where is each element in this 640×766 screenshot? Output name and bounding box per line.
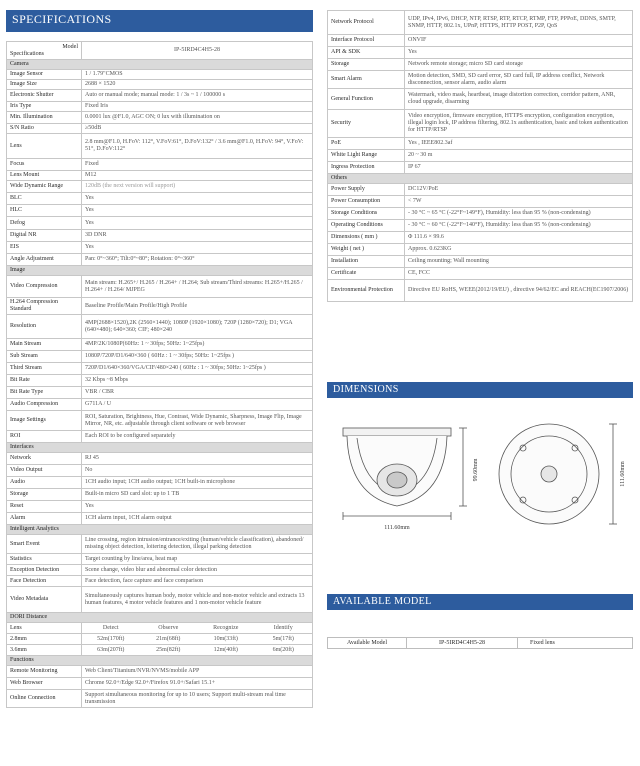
spec-row — [7, 411, 313, 431]
spec-row — [7, 587, 313, 613]
spec-value: Chrome 92.0+/Edge 92.0+/Firefox 91.0+/Safari 15.1+ — [82, 678, 313, 690]
spec-row — [7, 666, 313, 678]
spec-value: Yes — [82, 193, 313, 205]
spec-key: API & SDK — [328, 47, 405, 59]
model-header-row — [7, 42, 313, 60]
dimensions-banner: DIMENSIONS — [327, 382, 633, 398]
section-row — [328, 174, 633, 184]
spec-key: Video Output — [7, 465, 82, 477]
spec-value: Watermark, video mask, heartbeat, image distortion correction, corridor pattern, ANR, cloud upgrade, disarming — [405, 89, 633, 110]
dori-cell: Observe — [158, 624, 179, 631]
spec-key: H.264 Compression Standard — [7, 298, 82, 315]
spec-row — [328, 110, 633, 138]
dori-cell: 25m(82ft) — [156, 646, 181, 653]
spec-key: Interface Protocol — [328, 35, 405, 47]
spec-row — [7, 102, 313, 112]
spec-key: Image Sensor — [7, 70, 82, 80]
dori-values — [82, 645, 313, 656]
dori-row — [7, 645, 313, 656]
spec-row — [328, 256, 633, 268]
spec-row — [328, 89, 633, 110]
available-model-section — [327, 594, 633, 649]
camera-dimension-drawing — [327, 398, 633, 538]
dori-values — [82, 634, 313, 645]
spec-key: Statistics — [7, 554, 82, 565]
spec-key: Storage — [328, 59, 405, 71]
dori-cell: Detect — [102, 624, 119, 631]
spec-value: 120dB (the next version will support) — [82, 181, 313, 193]
spec-key: Smart Alarm — [328, 71, 405, 89]
spec-key: Network Protocol — [328, 11, 405, 35]
spec-row — [7, 242, 313, 254]
spec-value: 1CH alarm input, 1CH alarm output — [82, 513, 313, 525]
dori-cell: 10m(33ft) — [213, 635, 238, 642]
spec-value: G711A / U — [82, 399, 313, 411]
spec-key: Face Detection — [7, 576, 82, 587]
banner-stripe — [6, 29, 313, 32]
spec-key: Storage — [7, 489, 82, 501]
spec-key: Lens Mount — [7, 171, 82, 181]
spec-row — [7, 501, 313, 513]
spec-key: Lens — [7, 134, 82, 159]
available-model-banner: AVAILABLE MODEL — [327, 594, 633, 610]
right-spec-column — [327, 0, 633, 302]
spec-key: General Function — [328, 89, 405, 110]
dori-cell: Identify — [273, 624, 293, 631]
spec-row — [7, 276, 313, 298]
model-label: Model — [62, 43, 78, 50]
spec-value: Target counting by line/area, heat map — [82, 554, 313, 565]
spec-row — [7, 205, 313, 217]
section-title: Image — [7, 266, 313, 276]
section-title: DORI Distance — [7, 613, 313, 623]
spec-value: 4MP/2K/1080P(60Hz: 1 ~ 30fps; 50Hz: 1~25fps) — [82, 339, 313, 351]
spec-value: 0.0001 lux @F1.0, AGC ON; 0 lux with illumination on — [82, 112, 313, 124]
spec-value: 1 / 1.79"CMOS — [82, 70, 313, 80]
spec-value: ONVIF — [405, 35, 633, 47]
spec-value: VBR / CBR — [82, 387, 313, 399]
spec-row — [7, 513, 313, 525]
spec-value: < 7W — [405, 196, 633, 208]
spec-value: Main stream: H.265+/ H.265 / H.264+ / H.264; Sub stream/Third streams: H.265+/H.265 / H.264+ / H.264/ MJPEG — [82, 276, 313, 298]
spec-value: RJ 45 — [82, 453, 313, 465]
dori-cell: 52m(170ft) — [97, 635, 125, 642]
spec-key: PoE — [328, 138, 405, 150]
spec-row — [7, 576, 313, 587]
spec-key: S/N Ratio — [7, 124, 82, 134]
section-row — [7, 656, 313, 666]
spec-value: IP 67 — [405, 162, 633, 174]
spec-key: Power Consumption — [328, 196, 405, 208]
spec-value: Directive EU RoHS, WEEE(2012/19/EU) , directive 94/62/EC and REACH(EC1907/2006) — [405, 280, 633, 302]
spec-row — [328, 71, 633, 89]
spec-row — [7, 489, 313, 501]
spec-value: 32 Kbps ~8 Mbps — [82, 375, 313, 387]
dori-lens: Lens — [7, 623, 82, 634]
spec-value: Video encryption, firmware encryption, HTTPS encryption, configuration encryption, illegal login lock, IP address filtering, 802.1x authentication, basic and token authentication for HTTP/RTSP — [405, 110, 633, 138]
spec-value: CE, FCC — [405, 268, 633, 280]
spec-value: Yes — [82, 217, 313, 230]
spec-row — [7, 565, 313, 576]
model-value: IP-5IRD4C4H5-28 — [82, 42, 313, 60]
spec-key: Third Stream — [7, 363, 82, 375]
spec-key: Alarm — [7, 513, 82, 525]
spec-key: Image Settings — [7, 411, 82, 431]
dori-cell: 12m(40ft) — [213, 646, 238, 653]
spec-row — [7, 80, 313, 90]
spec-value: Pan: 0°~360°; Tilt:0°~80°; Rotation: 0°~360° — [82, 254, 313, 266]
spec-value: UDP, IPv4, IPv6, DHCP, NTP, RTSP, RTP, RTCP, RTMP, FTP, PPPoE, DDNS, SMTP, SNMP, HTTP, 802.1x, UPnP, HTTPS, HTTP POST, P2P, QoS — [405, 11, 633, 35]
spec-key: Exception Detection — [7, 565, 82, 576]
dori-row — [7, 634, 313, 645]
spec-key: Network — [7, 453, 82, 465]
spec-key: Environmental Protection — [328, 280, 405, 302]
spec-key: Certificate — [328, 268, 405, 280]
spec-value: Support simultaneous monitoring for up to 10 users; Support multi-stream real time transmission — [82, 690, 313, 708]
spec-row — [7, 387, 313, 399]
spec-row — [7, 124, 313, 134]
spec-key: Web Browser — [7, 678, 82, 690]
spec-key: ROI — [7, 431, 82, 443]
height-label-side: 99.60mm — [473, 458, 479, 482]
spec-key: Reset — [7, 501, 82, 513]
spec-key: Defog — [7, 217, 82, 230]
spec-key: Remote Monitoring — [7, 666, 82, 678]
spec-key: Audio Compression — [7, 399, 82, 411]
section-title: Interfaces — [7, 443, 313, 453]
section-title: Others — [328, 174, 633, 184]
spec-key: Electronic Shutter — [7, 90, 82, 102]
spec-row — [7, 399, 313, 411]
spec-row — [7, 171, 313, 181]
specifications-column — [6, 0, 313, 708]
spec-row — [7, 453, 313, 465]
dori-cell: 5m(17ft) — [272, 635, 294, 642]
spec-row — [7, 217, 313, 230]
spec-value: No — [82, 465, 313, 477]
spec-key: Audio — [7, 477, 82, 489]
spec-row — [7, 431, 313, 443]
spec-value: 1080P/720P/D1/640×360 ( 60Hz : 1 ~ 30fps; 50Hz: 1~25fps ) — [82, 351, 313, 363]
spec-value: Yes , IEEE802.3af — [405, 138, 633, 150]
spec-key: Power Supply — [328, 184, 405, 196]
spec-value: 4MP(2688×1520),2K (2560×1440); 1080P (1920×1080); 720P (1280×720); D1; VGA (640×480); 640×360; CIF; 480×240 — [82, 315, 313, 339]
section-title: Camera — [7, 60, 313, 70]
section-row — [7, 60, 313, 70]
spec-row — [7, 363, 313, 375]
spec-row — [328, 244, 633, 256]
spec-key: Bit Rate — [7, 375, 82, 387]
dori-lens: 2.8mm — [7, 634, 82, 645]
spec-row — [7, 690, 313, 708]
spec-value: Simultaneously captures human body, motor vehicle and non-motor vehicle and extracts 13 human features, 4 motor vehicle features and 1 non-motor vehicle feature — [82, 587, 313, 613]
spec-key: Installation — [328, 256, 405, 268]
section-row — [7, 613, 313, 623]
spec-key: Focus — [7, 159, 82, 171]
available-model-label: Available Model — [327, 637, 407, 649]
spec-key: Image Size — [7, 80, 82, 90]
spec-value: 20 ~ 30 m — [405, 150, 633, 162]
dori-cell: Recognize — [213, 624, 239, 631]
spec-key: EIS — [7, 242, 82, 254]
spec-value: 2.8 mm@F1.0, H.FoV: 112°, V.FoV:61°, D.FoV:132° / 3.6 mm@F1.0, H.FoV: 94°, V.FoV: 51°, D.FoV:112° — [82, 134, 313, 159]
spec-value: 2688 × 1520 — [82, 80, 313, 90]
spec-row — [7, 298, 313, 315]
spec-row — [328, 150, 633, 162]
spec-key: Wide Dynamic Range — [7, 181, 82, 193]
spec-value: M12 — [82, 171, 313, 181]
spec-row — [328, 220, 633, 232]
spec-value: Web Client/Titanium/NVR/NVMS/mobile APP — [82, 666, 313, 678]
spec-key: Sub Stream — [7, 351, 82, 363]
spec-value: Yes — [82, 205, 313, 217]
spec-key: Angle Adjustment — [7, 254, 82, 266]
spec-row — [7, 181, 313, 193]
spec-row — [7, 351, 313, 363]
spec-value: Built-in micro SD card slot: up to 1 TB — [82, 489, 313, 501]
spec-key: Resolution — [7, 315, 82, 339]
spec-value: Auto or manual mode; manual mode: 1 / 3s ~ 1 / 100000 s — [82, 90, 313, 102]
width-label-side: 111.60mm — [384, 525, 410, 531]
spec-row — [7, 375, 313, 387]
spec-value: Φ 111.6 × 99.6 — [405, 232, 633, 244]
spec-key: BLC — [7, 193, 82, 205]
available-model-lens: Fixed lens — [518, 637, 633, 649]
dimensions-section — [327, 382, 633, 542]
spec-row — [328, 162, 633, 174]
dori-cell: 21m(68ft) — [156, 635, 181, 642]
spec-key: Video Metadata — [7, 587, 82, 613]
spec-value: Baseline Profile/Main Profile/High Profile — [82, 298, 313, 315]
spec-value: 720P/D1/640×360/VGA/CIF/480×240 ( 60Hz : 1 ~ 30fps; 50Hz: 1~25fps ) — [82, 363, 313, 375]
spec-row — [328, 184, 633, 196]
available-model-code: IP-5IRD4C4H5-28 — [407, 637, 518, 649]
spec-row — [7, 193, 313, 205]
spec-value: ≥50dB — [82, 124, 313, 134]
spec-key: Security — [328, 110, 405, 138]
spec-row — [7, 339, 313, 351]
spec-value: Line crossing, region intrusion/entrance/exiting (human/vehicle classification), abandoned/ missing object detection, loitering detection, illegal parking detection — [82, 535, 313, 554]
spec-key: Bit Rate Type — [7, 387, 82, 399]
spec-value: Face detection, face capture and face comparison — [82, 576, 313, 587]
spec-row — [7, 678, 313, 690]
spec-key: HLC — [7, 205, 82, 217]
spec-row — [7, 535, 313, 554]
spec-key: Operating Conditions — [328, 220, 405, 232]
spec-row — [328, 138, 633, 150]
spec-value: Scene change, video blur and abnormal color detection — [82, 565, 313, 576]
spec-row — [328, 196, 633, 208]
spec-key: Dimensions ( mm ) — [328, 232, 405, 244]
spec-row — [328, 47, 633, 59]
spec-row — [328, 59, 633, 71]
spec-row — [7, 159, 313, 171]
spec-value: - 30 °C ~ 65 °C (-22°F~149°F), Humidity: less than 95 % (non-condensing) — [405, 208, 633, 220]
spec-row — [328, 280, 633, 302]
dori-lens: 3.6mm — [7, 645, 82, 656]
spec-value: ROI, Saturation, Brightness, Hue, Contrast, Wide Dynamic, Sharpness, Image Flip, Image Mirror, NR, etc. adjustable through client software or web browser — [82, 411, 313, 431]
spec-row — [7, 134, 313, 159]
spec-key: Weight ( net ) — [328, 244, 405, 256]
spec-key: White Light Range — [328, 150, 405, 162]
specifications-table — [6, 41, 313, 708]
camera-top-view — [499, 424, 617, 524]
spec-key: Min. Illumination — [7, 112, 82, 124]
dori-header-row — [7, 623, 313, 634]
spec-key: Storage Conditions — [328, 208, 405, 220]
spec-key: Online Connection — [7, 690, 82, 708]
section-row — [7, 266, 313, 276]
section-title: Intelligent Analytics — [7, 525, 313, 535]
spec-label: Specifications — [10, 50, 44, 57]
spec-value: 1CH audio input; 1CH audio output; 1CH built-in microphone — [82, 477, 313, 489]
spec-row — [7, 90, 313, 102]
spec-value: Yes — [405, 47, 633, 59]
spec-value: Each ROI to be configured separately — [82, 431, 313, 443]
spec-row — [7, 70, 313, 80]
spec-key: Digital NR — [7, 230, 82, 242]
spec-row — [328, 268, 633, 280]
spec-key: Iris Type — [7, 102, 82, 112]
spec-row — [7, 230, 313, 242]
specifications-banner: SPECIFICATIONS — [6, 10, 313, 29]
spec-row — [328, 208, 633, 220]
section-row — [7, 525, 313, 535]
dori-cell: 63m(207ft) — [97, 646, 125, 653]
spec-value: Motion detection, SMD, SD card error, SD card full, IP address conflict, Network disconnection, sensor alarm, audio alarm — [405, 71, 633, 89]
section-row — [7, 443, 313, 453]
camera-side-view — [343, 428, 467, 520]
spec-row — [328, 232, 633, 244]
spec-value: Network remote storage; micro SD card storage — [405, 59, 633, 71]
model-header-cell — [7, 42, 82, 60]
spec-key: Main Stream — [7, 339, 82, 351]
right-spec-table — [327, 10, 633, 302]
spec-key: Video Compression — [7, 276, 82, 298]
spec-value: Yes — [82, 242, 313, 254]
spec-value: Approx. 0.623KG — [405, 244, 633, 256]
spec-value: 3D DNR — [82, 230, 313, 242]
spec-value: Ceiling mounting; Wall mounting — [405, 256, 633, 268]
height-label-top: 111.60mm — [620, 461, 626, 487]
dori-cell: 6m(20ft) — [272, 646, 294, 653]
spec-row — [7, 477, 313, 489]
spec-value: DC12V/PoE — [405, 184, 633, 196]
dori-values — [82, 623, 313, 634]
spec-value: Fixed — [82, 159, 313, 171]
spec-key: Smart Event — [7, 535, 82, 554]
spec-row — [7, 315, 313, 339]
spec-value: - 30 °C ~ 60 °C (-22°F~140°F), Humidity: less than 95 % (non-condensing) — [405, 220, 633, 232]
spec-row — [7, 554, 313, 565]
spec-row — [7, 254, 313, 266]
spec-row — [7, 112, 313, 124]
spec-value: Yes — [82, 501, 313, 513]
spec-key: Ingress Protection — [328, 162, 405, 174]
spec-value: Fixed Iris — [82, 102, 313, 112]
section-title: Functions — [7, 656, 313, 666]
spec-row — [328, 11, 633, 35]
spec-row — [328, 35, 633, 47]
spec-row — [7, 465, 313, 477]
